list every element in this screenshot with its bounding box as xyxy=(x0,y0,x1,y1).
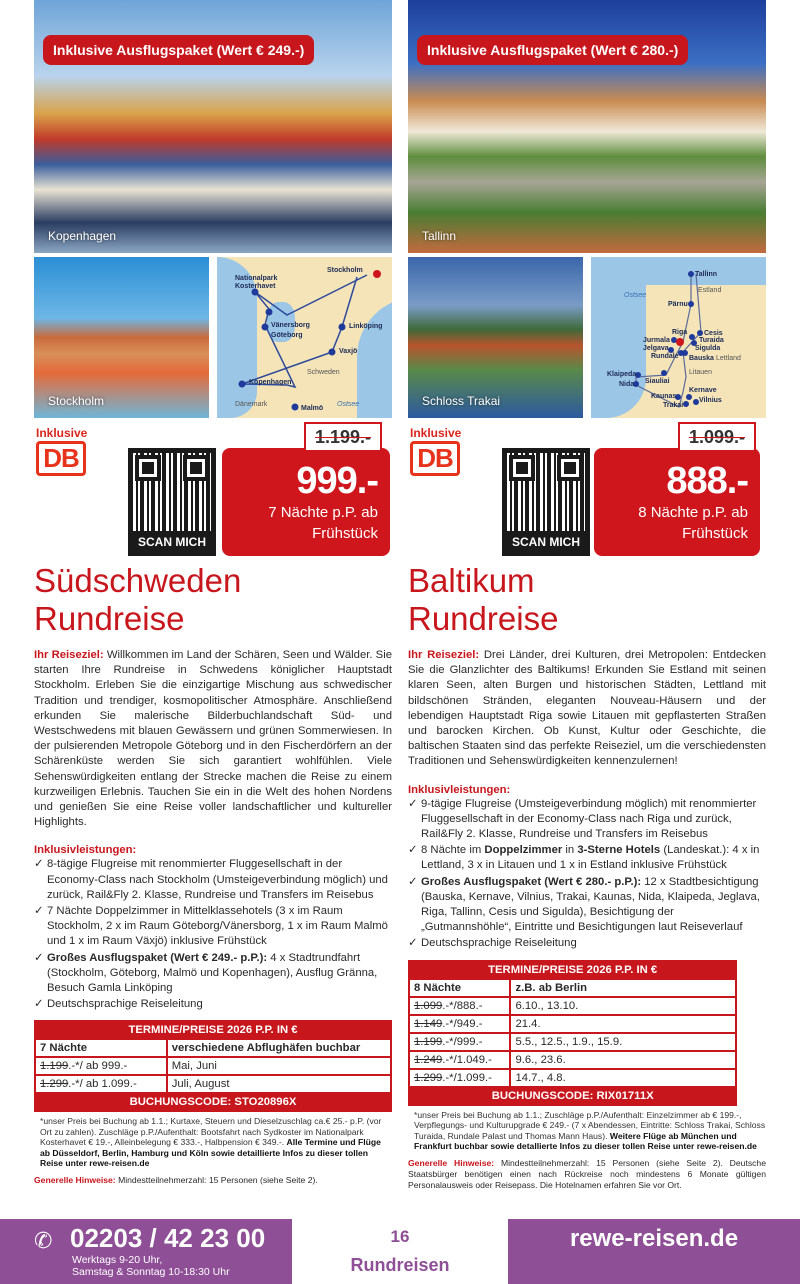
opening-hours: Werktags 9-20 Uhr, Samstag & Sonntag 10-18:30 Uhr xyxy=(72,1254,230,1278)
image-caption: Tallinn xyxy=(422,229,457,243)
list-item: ✓ Deutschsprachige Reiseleitung xyxy=(34,997,392,1012)
hero-image-kopenhagen xyxy=(34,0,392,253)
db-label: Inklusive xyxy=(410,426,462,440)
price-box xyxy=(222,448,390,556)
price-table: TERMINE/PREISE 2026 P.P. IN € 8 Nächte z.B. ab Berlin 1.099.-*/888.- 6.10., 13.10. 1.149.-*/949.- 21.4. 1.199.-*/999.- 5.5., 12.5., 1.9., 15.9. 1.249.-*/1.049.- 9.6., 23.6. 1.299.-*/1.099.- 14.7., 4.8. BUCHUNGSCODE: RIX01711X xyxy=(408,960,737,1106)
excursion-badge: Inklusive Ausflugspaket (Wert € 249.-) xyxy=(43,35,314,65)
scan-label: SCAN MICH xyxy=(512,535,580,549)
db-label: Inklusive xyxy=(36,426,88,440)
image-caption: Kopenhagen xyxy=(48,229,117,243)
hotline[interactable] xyxy=(0,1219,292,1284)
page-title: Baltikum Rundreise xyxy=(408,562,559,637)
general-notes: Generelle Hinweise: Mindestteilnehmerzahl: 15 Personen (siehe Seite 2). Deutsche Staatsbürger benötigen einen nach Rückreise noch mindestens 6 Monate gültigen Personalausweis oder Reisepass. Die Hotelnamen erfahren Sie vor Ort. xyxy=(408,1157,766,1190)
table-row: 1.149.-*/949.- 21.4. xyxy=(409,1015,736,1033)
page-title: Südschweden Rundreise xyxy=(34,562,242,637)
description: Ihr Reiseziel: Drei Länder, drei Kulturen, drei Metropolen: Entdecken Sie die Glanzlichter des Baltikums! Erkunden Sie Estland mit seinen klaren Seen, alten Burgen und historischen Städten, Lettland mit bildschönen Stränden, eleganten Nouveau-Häusern und der lebendigen Hauptstadt Riga sowie Litauen mit gepflasterten Straßen und barocken Kirchen. Ob Kunst, Kultur oder Geschichte, die baltischen Staaten sind das perfekte Reiseziel, um die verschiedensten Traditionen und Sehenswürdigkeiten kennenzulernen! xyxy=(408,649,766,768)
route-map-sweden: Stockholm Nationalpark Kosterhavet Vänersborg Göteborg Linköping Vaxjö Schweden Kopenhagen Dänemark Malmö Ostsee xyxy=(217,257,392,418)
photo-stockholm xyxy=(34,257,209,418)
inclusions-heading: Inklusivleistungen: xyxy=(408,783,511,796)
photo-schloss-trakai xyxy=(408,257,583,418)
table-row: 1.299.-*/ ab 1.099.- Juli, August xyxy=(35,1075,391,1093)
offer-suedschweden xyxy=(34,0,392,1186)
list-item: ✓ Deutschsprachige Reiseleitung xyxy=(408,936,766,951)
list-item: ✓ 9-tägige Flugreise (Umsteigeverbindung möglich) mit renommierter Fluggesellschaft in der Economy-Class nach Riga und zurück, Rail&Fly 2. Klasse, Rundreise und Transfers im Reisebus xyxy=(408,797,766,843)
hero-image-tallinn xyxy=(408,0,766,253)
qr-code-icon xyxy=(507,453,585,531)
db-logo: DB xyxy=(410,441,460,476)
db-logo: DB xyxy=(36,441,86,476)
page-info xyxy=(292,1219,508,1284)
table-row: 1.199.-*/ ab 999.- Mai, Juni xyxy=(35,1057,391,1075)
new-price: 888.- xyxy=(666,460,748,502)
table-row: 1.099.-*/888.- 6.10., 13.10. xyxy=(409,997,736,1015)
price-box xyxy=(594,448,760,556)
route-map-baltics: Tallinn Estland Ostsee Pärnu Riga Cesis Jurmala Turaida Jelgava Sigulda Rundale Bauska Lettland Litauen Klaipeda Siauliai Nida Kernave Kaunas Vilnius Trakai xyxy=(591,257,766,418)
price-desc: Frühstück xyxy=(312,525,378,542)
table-title: TERMINE/PREISE 2026 P.P. IN € xyxy=(35,1021,391,1039)
price-desc: 7 Nächte p.P. ab xyxy=(268,504,378,521)
table-title: TERMINE/PREISE 2026 P.P. IN € xyxy=(409,961,736,979)
inclusions-heading: Inklusivleistungen: xyxy=(34,844,137,857)
list-item: ✓ 8-tägige Flugreise mit renommierter Fluggesellschaft in der Economy-Class nach Stockholm (Umsteigeverbindung möglich) und zurück, Rail&Fly 2. Klasse, Rundreise und Transfers im Reisebus xyxy=(34,857,392,903)
image-caption: Stockholm xyxy=(48,394,105,408)
scan-label: SCAN MICH xyxy=(138,535,206,549)
old-price: 1.099.- xyxy=(678,422,756,452)
description: Ihr Reiseziel: Willkommen im Land der Schären, Seen und Wälder. Sie starten Ihre Rundreise in Schwedens königlicher Hauptstadt Stockholm. Erleben Sie die einzigartige Mischung aus schwedischer Tradition und trendiger, kosmopolitischer Atmosphäre. Anschließend erkunden Sie malerische Bilderbuchlandschaft Süd- und Westschwedens mit blauen Gewässern und grünen Sommerwiesen. In der pulsierenden Metropole Göteborg und in den Fischerdörfern an der Schärenküste werden Sie sich garantiert wohlfühlen. Viele Sehenswürdigkeiten entlang der Strecke machen die Reise zu einem kurzweiligen Erlebnis. Tauchen Sie ein in die Welt des hohen Nordens und genießen Sie eine Reise voller landschaftlicher und kultureller Highlights. xyxy=(34,649,392,829)
footnote: *unser Preis bei Buchung ab 1.1.; Kurtaxe, Steuern und Dieselzuschlag ca.€ 25.- p.P. (vor Ort zu zahlen). Zuschläge p.P./Aufenthalt: Bootsfahrt nach Sydkoster im Nationalpark Kosterhavet € 19.-, Alleinbelegung € 333.-, Halbpension € 349.-. Alle Termine und Flüge ab Düsseldorf, Berlin, Hamburg und Köln sowie detaillierte Infos zu dieser tollen Reise unter rewe-reisen.de xyxy=(40,1116,382,1169)
section-name: Rundreisen xyxy=(350,1255,450,1275)
price-desc: 8 Nächte p.P. ab xyxy=(638,504,748,521)
table-row: 1.199.-*/999.- 5.5., 12.5., 1.9., 15.9. xyxy=(409,1033,736,1051)
image-caption: Schloss Trakai xyxy=(422,394,501,408)
excursion-badge: Inklusive Ausflugspaket (Wert € 280.-) xyxy=(417,35,688,65)
booking-code: BUCHUNGSCODE: STO20896X xyxy=(35,1093,391,1111)
phone-number[interactable]: 02203 / 42 23 00 xyxy=(70,1223,266,1253)
footer xyxy=(0,1219,800,1284)
offer-baltikum xyxy=(408,0,766,1191)
table-row: 1.299.-*/1.099.- 14.7., 4.8. xyxy=(409,1069,736,1087)
booking-code: BUCHUNGSCODE: RIX01711X xyxy=(409,1087,736,1105)
qr-code[interactable] xyxy=(502,448,590,556)
list-item: ✓ 8 Nächte im Doppelzimmer in 3-Sterne Hotels (Landeskat.): 4 x in Lettland, 3 x in Litauen und 1 x in Estland inklusive Frühstück xyxy=(408,843,766,873)
footnote: *unser Preis bei Buchung ab 1.1.; Zuschläge p.P./Aufenthalt: Einzelzimmer ab € 199.-, Verpflegungs- und Kulturupgrade € 249.- (7 x Abendessen, Eintritte: Schloss Trakai, Schloss Turaida, Rundale Palast und Thomas Mann Haus). Weitere Flüge ab München und Frankfurt buchbar sowie detallierte Infos zu dieser tollen Reise unter rewe-reisen.de xyxy=(414,1109,766,1152)
list-item: ✓ Großes Ausflugspaket (Wert € 249.- p.P.): 4 x Stadtrundfahrt (Stockholm, Göteborg, Malmö und Kopenhagen), Ausflug Gränna, Besuch Gamla Linköping xyxy=(34,951,392,997)
table-row: 1.249.-*/1.049.- 9.6., 23.6. xyxy=(409,1051,736,1069)
website-link[interactable]: rewe-reisen.de xyxy=(508,1219,800,1284)
general-notes: Generelle Hinweise: Mindestteilnehmerzahl: 15 Personen (siehe Seite 2). xyxy=(34,1174,318,1185)
qr-code[interactable] xyxy=(128,448,216,556)
page-number: 16 xyxy=(390,1227,410,1246)
inclusions-list xyxy=(34,857,392,1012)
qr-code-icon xyxy=(133,453,211,531)
price-desc: Frühstück xyxy=(682,525,748,542)
route-line xyxy=(591,257,766,418)
price-table: TERMINE/PREISE 2026 P.P. IN € 7 Nächte verschiedene Abflughäfen buchbar 1.199.-*/ ab 999.- Mai, Juni 1.299.-*/ ab 1.099.- Juli, August BUCHUNGSCODE: STO20896X xyxy=(34,1020,392,1112)
phone-icon: ✆ xyxy=(34,1228,53,1253)
old-price: 1.199.- xyxy=(304,422,382,452)
new-price: 999.- xyxy=(296,460,378,502)
list-item: ✓ Großes Ausflugspaket (Wert € 280.- p.P.): 12 x Stadtbesichtigung (Bauska, Kernave, Vilnius, Trakai, Kaunas, Nida, Klaipeda, Jeglava, Riga, Tallinn, Cesis und Sigulda), Besichtigung der „Gutmannshöhle“, Eintritte und Besichtigungen laut Reiseverlauf xyxy=(408,875,766,936)
list-item: ✓ 7 Nächte Doppelzimmer in Mittelklassehotels (3 x im Raum Stockholm, 2 x im Raum Göteborg/Vänersborg, 1 x im Raum Malmö und 1 x im Raum Växjö) inklusive Frühstück xyxy=(34,904,392,950)
inclusions-list xyxy=(408,797,766,952)
